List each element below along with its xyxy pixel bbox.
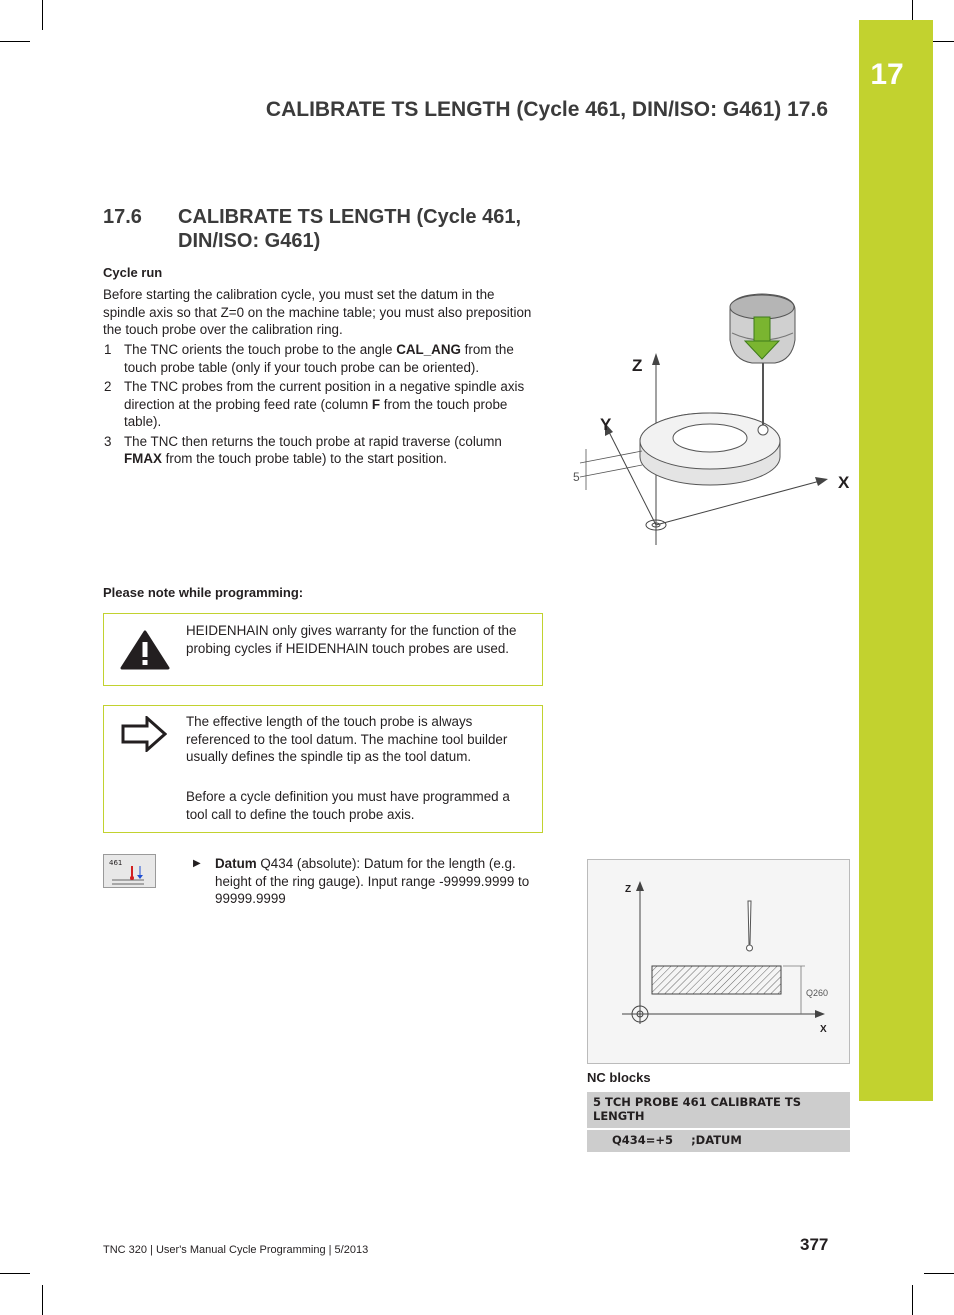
parameter-label: Q260 xyxy=(806,988,829,998)
chapter-number: 17 xyxy=(870,58,904,91)
datum-help-figure xyxy=(587,859,850,1064)
note-paragraph: Before a cycle definition you must have programmed a tool call to define the touch probe axis. xyxy=(186,789,510,822)
note-paragraph: The effective length of the touch probe is always referenced to the tool datum. The machine tool builder usually defines the spindle tip as the tool datum. xyxy=(186,714,508,764)
softkey-label: 461 xyxy=(109,859,123,867)
note-box xyxy=(103,705,543,833)
chapter-tab xyxy=(859,20,933,1101)
list-item: 1 The TNC orients the touch probe to the angle CAL_ANG from the touch probe table (only if your touch probe can be oriented). xyxy=(104,342,514,375)
axis-label-y: Y xyxy=(600,415,612,434)
table-row: 5 TCH PROBE 461 CALIBRATE TS LENGTH xyxy=(587,1092,850,1128)
crop-mark xyxy=(0,1273,30,1274)
nc-blocks-heading: NC blocks xyxy=(587,1070,651,1085)
crop-mark xyxy=(0,41,30,42)
calibration-ring-figure xyxy=(560,285,860,550)
programming-heading: Please note while programming: xyxy=(103,585,304,600)
crop-mark xyxy=(42,1285,43,1315)
parameter-datum: ▶ Datum Q434 (absolute): Datum for the length (e.g. height of the ring gauge). Input range -99999.9999 to 99999.9999 xyxy=(193,856,530,906)
axis-label-z: Z xyxy=(632,356,643,375)
cycle-steps xyxy=(103,341,540,470)
arrow-right-icon xyxy=(121,716,167,752)
cycle-run-heading: Cycle run xyxy=(103,265,163,280)
warning-text: HEIDENHAIN only gives warranty for the function of the probing cycles if HEIDENHAIN touch probes are used. xyxy=(186,623,517,656)
nc-blocks-table xyxy=(587,1092,850,1152)
warning-box xyxy=(103,613,543,686)
axis-label-x: X xyxy=(838,473,850,492)
probe-cycle-icon xyxy=(112,864,152,886)
crop-mark xyxy=(912,1285,913,1315)
dimension-label: 5 xyxy=(573,470,580,484)
list-item: 3 The TNC then returns the touch probe at rapid traverse (column FMAX from the touch probe table) to the start position. xyxy=(104,433,502,466)
table-row: Q434=+5 ;DATUM xyxy=(587,1130,850,1152)
section-title: CALIBRATE TS LENGTH (Cycle 461, DIN/ISO: G461) xyxy=(178,206,522,252)
footer-text: TNC 320 | User's Manual Cycle Programming | 5/2013 xyxy=(103,1244,369,1256)
section-number: 17.6 xyxy=(103,206,142,228)
list-item: 2 The TNC probes from the current position in a negative spindle axis direction at the probing feed rate (column F from the touch probe table). xyxy=(104,379,525,429)
warning-icon xyxy=(120,630,170,670)
bullet-arrow-icon: ▶ xyxy=(193,858,201,869)
softkey-461[interactable] xyxy=(103,854,156,888)
section-heading xyxy=(103,205,563,255)
crop-mark xyxy=(924,1273,954,1274)
axis-label-x: X xyxy=(820,1024,827,1035)
crop-mark xyxy=(42,0,43,30)
page-number: 377 xyxy=(800,1235,829,1254)
cycle-run-intro: Before starting the calibration cycle, you must set the datum in the spindle axis so that Z=0 on the machine table; you must also preposition the touch probe over the calibration ring. xyxy=(103,287,532,337)
axis-label-z: Z xyxy=(625,884,632,895)
running-head: CALIBRATE TS LENGTH (Cycle 461, DIN/ISO: G461) 17.6 xyxy=(265,98,828,121)
crop-mark xyxy=(912,0,913,20)
